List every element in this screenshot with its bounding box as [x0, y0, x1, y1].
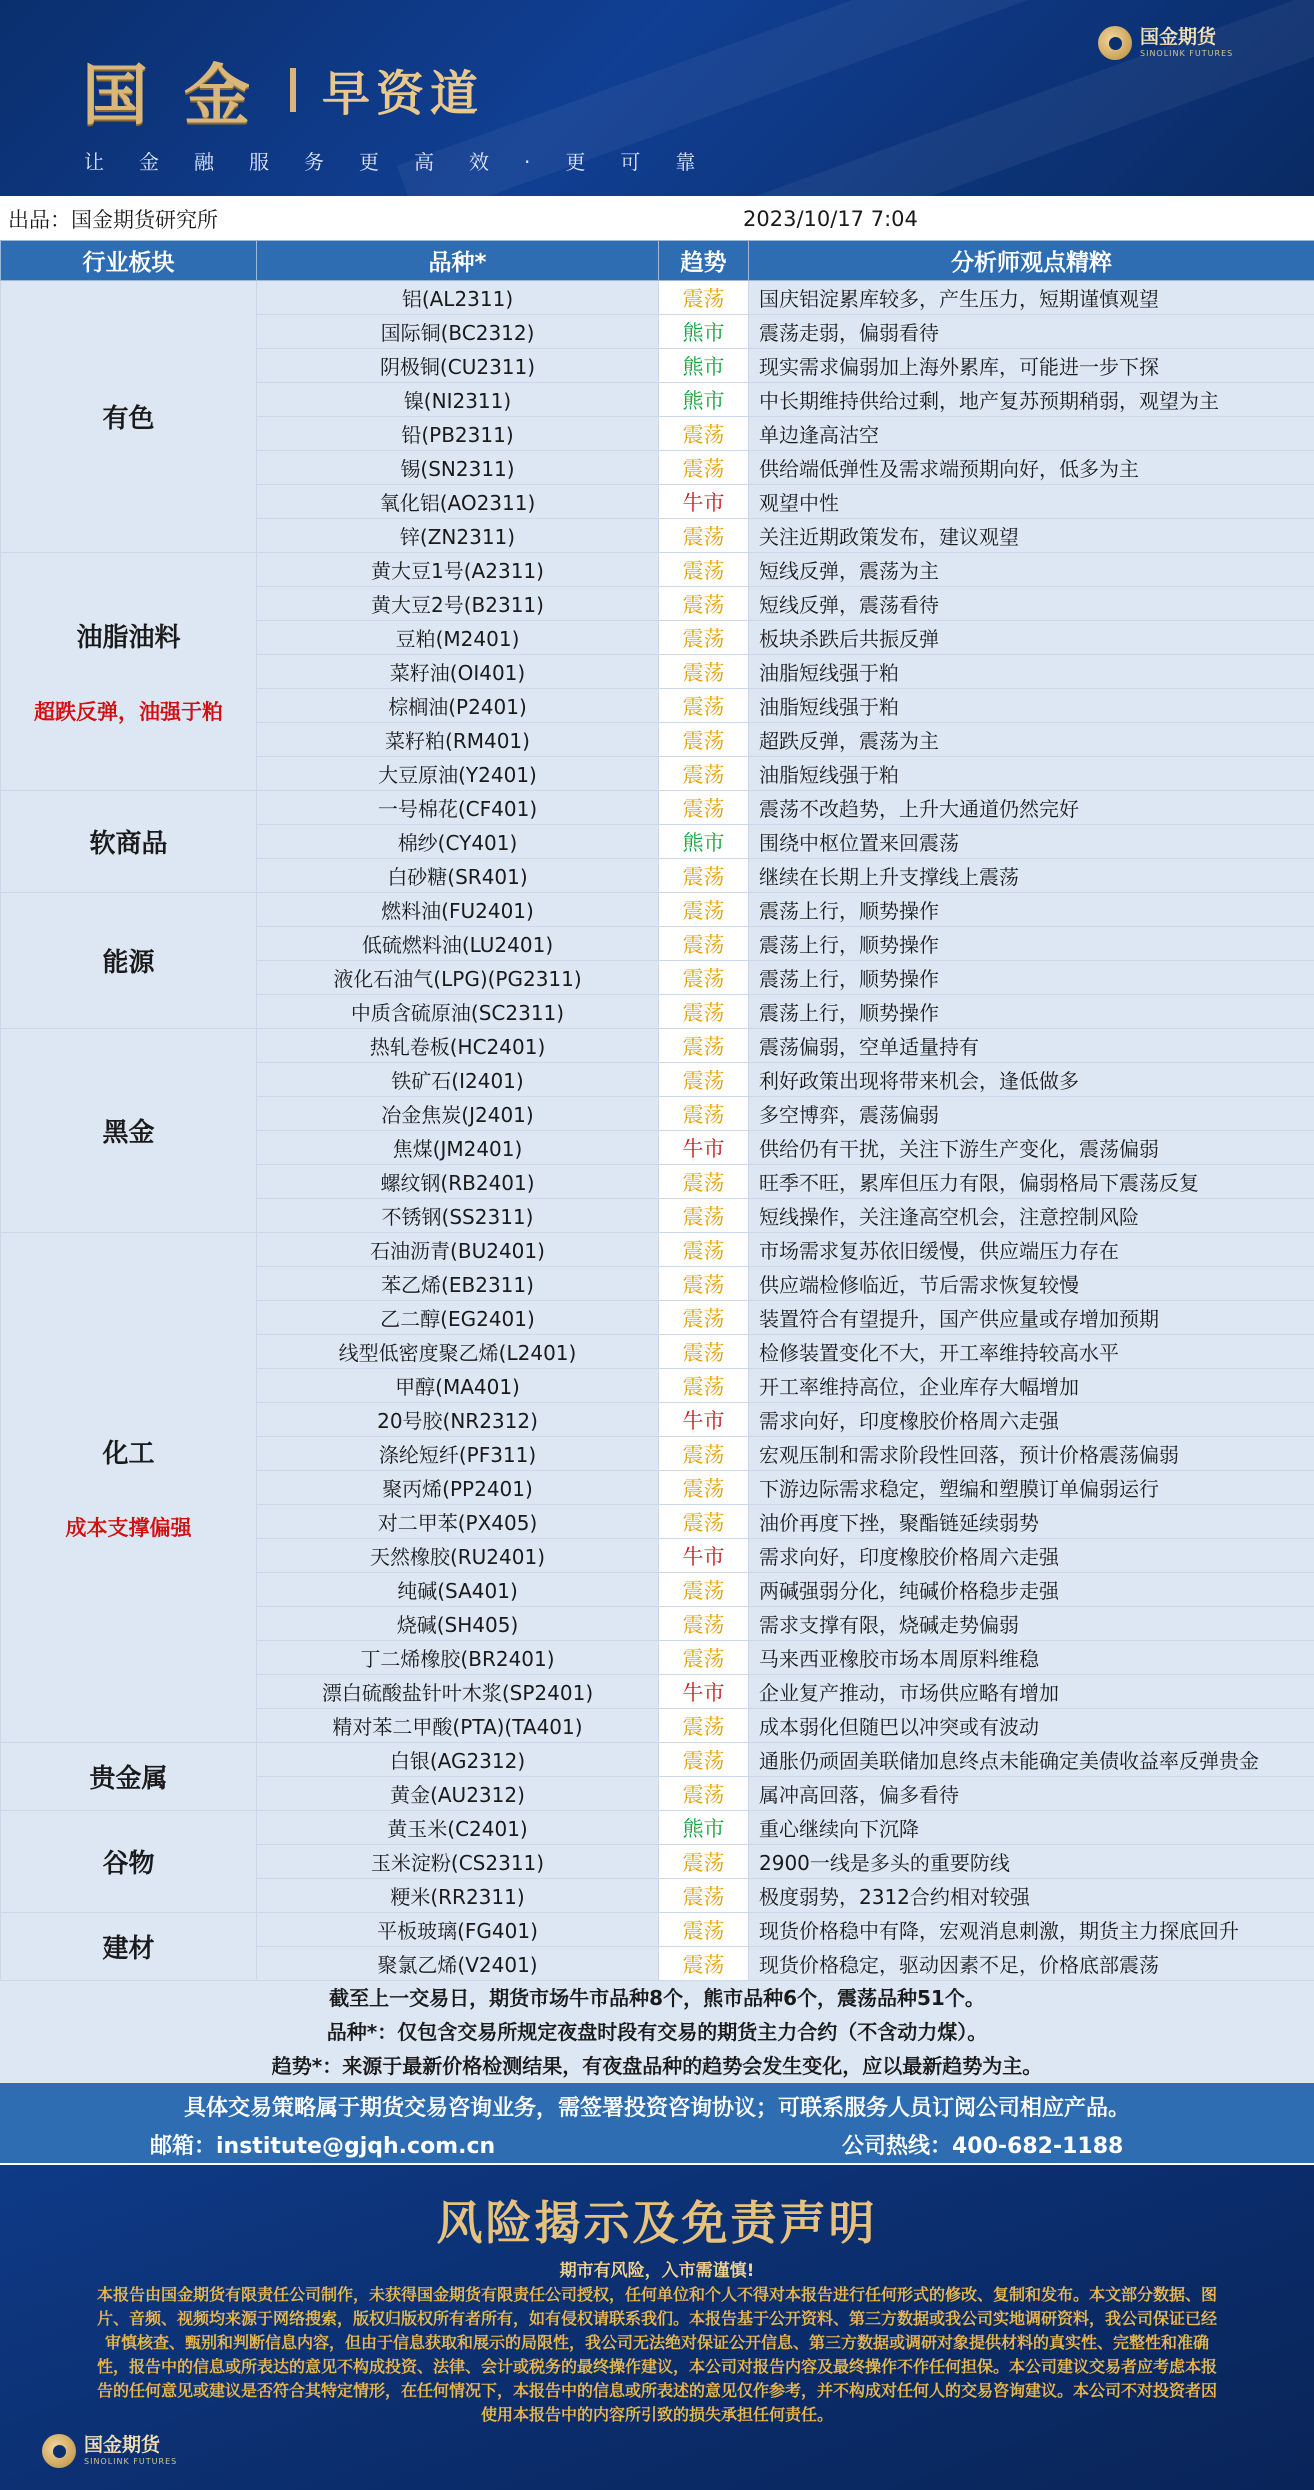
trend-cell: 震荡	[659, 1097, 749, 1131]
trend-cell: 牛市	[659, 1403, 749, 1437]
view-cell: 检修装置变化不大，开工率维持较高水平	[749, 1335, 1314, 1369]
footnotes	[0, 1981, 1314, 2083]
sector-cell	[1, 1811, 257, 1913]
view-cell: 现实需求偏弱加上海外累库，可能进一步下探	[749, 349, 1314, 383]
contact-hotline[interactable]: 公司热线：400-682-1188	[842, 2134, 1124, 2159]
view-cell: 国庆铝淀累库较多，产生压力，短期谨慎观望	[749, 281, 1314, 315]
info-bar	[0, 198, 1314, 240]
variety-cell: 棕榈油(P2401)	[257, 689, 659, 723]
variety-cell: 焦煤(JM2401)	[257, 1131, 659, 1165]
view-cell: 供给端低弹性及需求端预期向好，低多为主	[749, 451, 1314, 485]
view-cell: 市场需求复苏依旧缓慢，供应端压力存在	[749, 1233, 1314, 1267]
view-cell: 围绕中枢位置来回震荡	[749, 825, 1314, 859]
trend-cell: 震荡	[659, 281, 749, 315]
trend-cell: 震荡	[659, 1607, 749, 1641]
trend-cell: 震荡	[659, 1947, 749, 1981]
view-cell: 震荡上行，顺势操作	[749, 893, 1314, 927]
trend-note: 趋势*：来源于最新价格检测结果，有夜盘品种的趋势会发生变化，应以最新趋势为主。	[271, 2054, 1043, 2078]
brand-title	[82, 42, 484, 137]
trend-cell: 震荡	[659, 1437, 749, 1471]
table-row	[1, 1913, 1314, 1947]
trend-cell: 熊市	[659, 349, 749, 383]
variety-cell: 黄金(AU2312)	[257, 1777, 659, 1811]
table-row	[1, 1029, 1314, 1063]
variety-cell: 纯碱(SA401)	[257, 1573, 659, 1607]
variety-cell: 螺纹钢(RB2401)	[257, 1165, 659, 1199]
trend-cell: 震荡	[659, 417, 749, 451]
view-cell: 短线操作，关注逢高空机会，注意控制风险	[749, 1199, 1314, 1233]
view-cell: 观望中性	[749, 485, 1314, 519]
disclaimer-subtitle: 期市有风险，入市需谨慎!	[559, 2261, 755, 2281]
view-cell: 供给仍有干扰，关注下游生产变化，震荡偏弱	[749, 1131, 1314, 1165]
view-cell: 极度弱势，2312合约相对较强	[749, 1879, 1314, 1913]
sector-note: 超跌反弹，油强于粕	[34, 700, 223, 724]
sector-cell	[1, 1913, 257, 1981]
view-cell: 震荡上行，顺势操作	[749, 927, 1314, 961]
view-cell: 多空博弈，震荡偏弱	[749, 1097, 1314, 1131]
view-cell: 装置符合有望提升，国产供应量或存增加预期	[749, 1301, 1314, 1335]
sector-cell	[1, 893, 257, 1029]
sector-cell	[1, 1029, 257, 1233]
view-cell: 单边逢高沽空	[749, 417, 1314, 451]
sector-cell	[1, 1233, 257, 1743]
view-cell: 中长期维持供给过剩，地产复苏预期稍弱，观望为主	[749, 383, 1314, 417]
variety-cell: 线型低密度聚乙烯(L2401)	[257, 1335, 659, 1369]
variety-cell: 铅(PB2311)	[257, 417, 659, 451]
trend-cell: 震荡	[659, 1029, 749, 1063]
trend-cell: 震荡	[659, 1471, 749, 1505]
view-cell: 关注近期政策发布，建议观望	[749, 519, 1314, 553]
view-cell: 需求支撑有限，烧碱走势偏弱	[749, 1607, 1314, 1641]
logo-coin-icon	[1098, 26, 1132, 60]
sector-name: 化工	[102, 1439, 155, 1469]
trend-cell: 震荡	[659, 1165, 749, 1199]
sector-name: 黑金	[102, 1118, 155, 1148]
view-cell: 短线反弹，震荡为主	[749, 553, 1314, 587]
variety-cell: 粳米(RR2311)	[257, 1879, 659, 1913]
analysis-table	[0, 240, 1314, 1981]
trend-cell: 震荡	[659, 961, 749, 995]
column-header-sector: 行业板块	[1, 241, 257, 281]
trend-cell: 熊市	[659, 1811, 749, 1845]
view-cell: 2900一线是多头的重要防线	[749, 1845, 1314, 1879]
variety-cell: 乙二醇(EG2401)	[257, 1301, 659, 1335]
table-row	[1, 893, 1314, 927]
view-cell: 震荡不改趋势，上升大通道仍然完好	[749, 791, 1314, 825]
view-cell: 板块杀跌后共振反弹	[749, 621, 1314, 655]
trend-cell: 熊市	[659, 825, 749, 859]
variety-cell: 氧化铝(AO2311)	[257, 485, 659, 519]
trend-cell: 震荡	[659, 723, 749, 757]
trend-cell: 震荡	[659, 995, 749, 1029]
brand-sub-text: 早资道	[322, 66, 485, 122]
variety-cell: 冶金焦炭(J2401)	[257, 1097, 659, 1131]
table-row	[1, 1743, 1314, 1777]
variety-cell: 阴极铜(CU2311)	[257, 349, 659, 383]
contact-bar	[0, 2083, 1314, 2163]
sector-name: 建材	[102, 1934, 155, 1964]
sector-name: 贵金属	[89, 1764, 168, 1794]
view-cell: 现货价格稳定，驱动因素不足，价格底部震荡	[749, 1947, 1314, 1981]
variety-cell: 锡(SN2311)	[257, 451, 659, 485]
view-cell: 两碱强弱分化，纯碱价格稳步走强	[749, 1573, 1314, 1607]
view-cell: 现货价格稳中有降，宏观消息刺激，期货主力探底回升	[749, 1913, 1314, 1947]
variety-cell: 白砂糖(SR401)	[257, 859, 659, 893]
variety-cell: 镍(NI2311)	[257, 383, 659, 417]
variety-cell: 涤纶短纤(PF311)	[257, 1437, 659, 1471]
table-row	[1, 1811, 1314, 1845]
view-cell: 油价再度下挫，聚酯链延续弱势	[749, 1505, 1314, 1539]
disclaimer-section	[0, 2165, 1314, 2490]
column-header-trend: 趋势	[659, 241, 749, 281]
trend-cell: 震荡	[659, 655, 749, 689]
variety-cell: 燃料油(FU2401)	[257, 893, 659, 927]
view-cell: 油脂短线强于粕	[749, 757, 1314, 791]
sector-cell	[1, 281, 257, 553]
variety-cell: 黄大豆2号(B2311)	[257, 587, 659, 621]
company-logo-bottom	[42, 2434, 177, 2468]
trend-cell: 震荡	[659, 1369, 749, 1403]
sector-name: 软商品	[89, 829, 168, 859]
trend-cell: 震荡	[659, 1879, 749, 1913]
trend-cell: 震荡	[659, 587, 749, 621]
table-row	[1, 1233, 1314, 1267]
contact-email[interactable]: 邮箱：institute@gjqh.com.cn	[150, 2134, 496, 2159]
view-cell: 属冲高回落，偏多看待	[749, 1777, 1314, 1811]
trend-cell: 震荡	[659, 1845, 749, 1879]
trend-cell: 震荡	[659, 1743, 749, 1777]
column-header-view: 分析师观点精粹	[749, 241, 1314, 281]
variety-cell: 聚丙烯(PP2401)	[257, 1471, 659, 1505]
disclaimer-title: 风险揭示及免责声明	[436, 2196, 878, 2250]
sector-name: 能源	[102, 948, 155, 978]
trend-cell: 震荡	[659, 757, 749, 791]
trend-cell: 震荡	[659, 451, 749, 485]
logo-name: 国金期货	[1140, 26, 1217, 48]
sector-note: 成本支撑偏强	[65, 1516, 192, 1540]
sector-name: 油脂油料	[76, 623, 181, 653]
variety-cell: 豆粕(M2401)	[257, 621, 659, 655]
variety-cell: 玉米淀粉(CS2311)	[257, 1845, 659, 1879]
table-row	[1, 281, 1314, 315]
trend-cell: 震荡	[659, 1913, 749, 1947]
variety-cell: 铁矿石(I2401)	[257, 1063, 659, 1097]
variety-cell: 棉纱(CY401)	[257, 825, 659, 859]
variety-cell: 对二甲苯(PX405)	[257, 1505, 659, 1539]
variety-cell: 低硫燃料油(LU2401)	[257, 927, 659, 961]
variety-cell: 平板玻璃(FG401)	[257, 1913, 659, 1947]
brand-divider	[290, 68, 296, 112]
trend-cell: 熊市	[659, 383, 749, 417]
trend-cell: 震荡	[659, 553, 749, 587]
trend-cell: 震荡	[659, 1335, 749, 1369]
trend-cell: 震荡	[659, 1709, 749, 1743]
trend-cell: 震荡	[659, 519, 749, 553]
view-cell: 继续在长期上升支撑线上震荡	[749, 859, 1314, 893]
variety-cell: 丁二烯橡胶(BR2401)	[257, 1641, 659, 1675]
subscription-notice: 具体交易策略属于期货交易咨询业务，需签署投资咨询协议；可联系服务人员订阅公司相应产品。	[183, 2096, 1130, 2121]
variety-cell: 苯乙烯(EB2311)	[257, 1267, 659, 1301]
view-cell: 重心继续向下沉降	[749, 1811, 1314, 1845]
view-cell: 宏观压制和需求阶段性回落，预计价格震荡偏弱	[749, 1437, 1314, 1471]
disclaimer-body: 本报告由国金期货有限责任公司制作，未获得国金期货有限责任公司授权，任何单位和个人不得对本报告进行任何形式的修改、复制和发布。本文部分数据、图片、音频、视频均来源于网络搜索，版权归版权所有者所有，如有侵权请联系我们。本报告基于公开资料、第三方数据或我公司实地调研资料，我公司保证已经审慎核查、甄别和判断信息内容，但由于信息获取和展示的局限性，我公司无法绝对保证公开信息、第三方数据或调研对象提供材料的真实性、完整性和准确性，报告中的信息或所表达的意见不构成投资、法律、会计或税务的最终操作建议，本公司对报告内容及最终操作不作任何担保。本公司建议交易者应考虑本报告的任何意见或建议是否符合其特定情形，在任何情况下，本报告中的信息或所表述的意见仅作参考，并不构成对任何人的交易咨询建议。本公司不对投资者因使用本报告中的内容所引致的损失承担任何责任。	[96, 2285, 1217, 2424]
variety-cell: 烧碱(SH405)	[257, 1607, 659, 1641]
view-cell: 供应端检修临近，节后需求恢复较慢	[749, 1267, 1314, 1301]
trend-cell: 震荡	[659, 1199, 749, 1233]
trend-cell: 震荡	[659, 1301, 749, 1335]
variety-cell: 一号棉花(CF401)	[257, 791, 659, 825]
variety-cell: 中质含硫原油(SC2311)	[257, 995, 659, 1029]
trend-cell: 震荡	[659, 893, 749, 927]
trend-cell: 震荡	[659, 1777, 749, 1811]
trend-cell: 震荡	[659, 1233, 749, 1267]
view-cell: 震荡上行，顺势操作	[749, 995, 1314, 1029]
variety-note: 品种*：仅包含交易所规定夜盘时段有交易的期货主力合约（不含动力煤）。	[326, 2020, 988, 2044]
view-cell: 短线反弹，震荡看待	[749, 587, 1314, 621]
variety-cell: 白银(AG2312)	[257, 1743, 659, 1777]
trend-cell: 震荡	[659, 1063, 749, 1097]
trend-cell: 震荡	[659, 859, 749, 893]
trend-cell: 震荡	[659, 1505, 749, 1539]
trend-cell: 牛市	[659, 1131, 749, 1165]
view-cell: 成本弱化但随巴以冲突或有波动	[749, 1709, 1314, 1743]
view-cell: 通胀仍顽固美联储加息终点未能确定美债收益率反弹贵金	[749, 1743, 1314, 1777]
view-cell: 下游边际需求稳定，塑编和塑膜订单偏弱运行	[749, 1471, 1314, 1505]
column-header-variety: 品种*	[257, 241, 659, 281]
variety-cell: 液化石油气(LPG)(PG2311)	[257, 961, 659, 995]
report-source: 出品：国金期货研究所	[8, 208, 218, 232]
variety-cell: 大豆原油(Y2401)	[257, 757, 659, 791]
table-header-row	[1, 241, 1314, 281]
trend-cell: 牛市	[659, 485, 749, 519]
view-cell: 震荡偏弱，空单适量持有	[749, 1029, 1314, 1063]
logo-name: 国金期货	[84, 2434, 161, 2456]
table-row	[1, 791, 1314, 825]
variety-cell: 黄玉米(C2401)	[257, 1811, 659, 1845]
sector-name: 谷物	[102, 1849, 155, 1879]
view-cell: 利好政策出现将带来机会，逢低做多	[749, 1063, 1314, 1097]
logo-coin-icon	[42, 2434, 76, 2468]
view-cell: 超跌反弹，震荡为主	[749, 723, 1314, 757]
variety-cell: 不锈钢(SS2311)	[257, 1199, 659, 1233]
variety-cell: 国际铜(BC2312)	[257, 315, 659, 349]
trend-cell: 震荡	[659, 1641, 749, 1675]
variety-cell: 20号胶(NR2312)	[257, 1403, 659, 1437]
sector-cell	[1, 1743, 257, 1811]
view-cell: 需求向好，印度橡胶价格周六走强	[749, 1403, 1314, 1437]
report-datetime: 2023/10/17 7:04	[743, 207, 918, 231]
variety-cell: 漂白硫酸盐针叶木浆(SP2401)	[257, 1675, 659, 1709]
trend-cell: 牛市	[659, 1539, 749, 1573]
trend-cell: 震荡	[659, 791, 749, 825]
sector-cell	[1, 791, 257, 893]
header-banner	[0, 0, 1314, 196]
variety-cell: 天然橡胶(RU2401)	[257, 1539, 659, 1573]
company-logo	[1098, 26, 1233, 60]
logo-name-en: SINOLINK FUTURES	[1140, 49, 1234, 58]
logo-name-en: SINOLINK FUTURES	[84, 2457, 178, 2466]
variety-cell: 热轧卷板(HC2401)	[257, 1029, 659, 1063]
variety-cell: 黄大豆1号(A2311)	[257, 553, 659, 587]
trend-cell: 震荡	[659, 927, 749, 961]
trend-cell: 震荡	[659, 621, 749, 655]
view-cell: 油脂短线强于粕	[749, 689, 1314, 723]
view-cell: 旺季不旺，累库但压力有限，偏弱格局下震荡反复	[749, 1165, 1314, 1199]
trend-cell: 震荡	[659, 1573, 749, 1607]
view-cell: 需求向好，印度橡胶价格周六走强	[749, 1539, 1314, 1573]
variety-cell: 锌(ZN2311)	[257, 519, 659, 553]
trend-cell: 熊市	[659, 315, 749, 349]
slogan: 让金融服务更高效·更可靠	[84, 150, 731, 174]
trend-cell: 牛市	[659, 1675, 749, 1709]
trend-cell: 震荡	[659, 1267, 749, 1301]
variety-cell: 菜籽粕(RM401)	[257, 723, 659, 757]
variety-cell: 石油沥青(BU2401)	[257, 1233, 659, 1267]
view-cell: 马来西亚橡胶市场本周原料维稳	[749, 1641, 1314, 1675]
view-cell: 开工率维持高位，企业库存大幅增加	[749, 1369, 1314, 1403]
variety-cell: 铝(AL2311)	[257, 281, 659, 315]
variety-cell: 菜籽油(OI401)	[257, 655, 659, 689]
sector-name: 有色	[102, 404, 155, 434]
view-cell: 企业复产推动，市场供应略有增加	[749, 1675, 1314, 1709]
trend-cell: 震荡	[659, 689, 749, 723]
market-summary-note: 截至上一交易日，期货市场牛市品种8个，熊市品种6个，震荡品种51个。	[329, 1986, 985, 2010]
table-row	[1, 553, 1314, 587]
view-cell: 油脂短线强于粕	[749, 655, 1314, 689]
view-cell: 震荡上行，顺势操作	[749, 961, 1314, 995]
brand-main-text: 国金	[82, 56, 286, 134]
sector-cell	[1, 553, 257, 791]
variety-cell: 精对苯二甲酸(PTA)(TA401)	[257, 1709, 659, 1743]
table-body	[1, 281, 1314, 1981]
variety-cell: 甲醇(MA401)	[257, 1369, 659, 1403]
view-cell: 震荡走弱，偏弱看待	[749, 315, 1314, 349]
variety-cell: 聚氯乙烯(V2401)	[257, 1947, 659, 1981]
